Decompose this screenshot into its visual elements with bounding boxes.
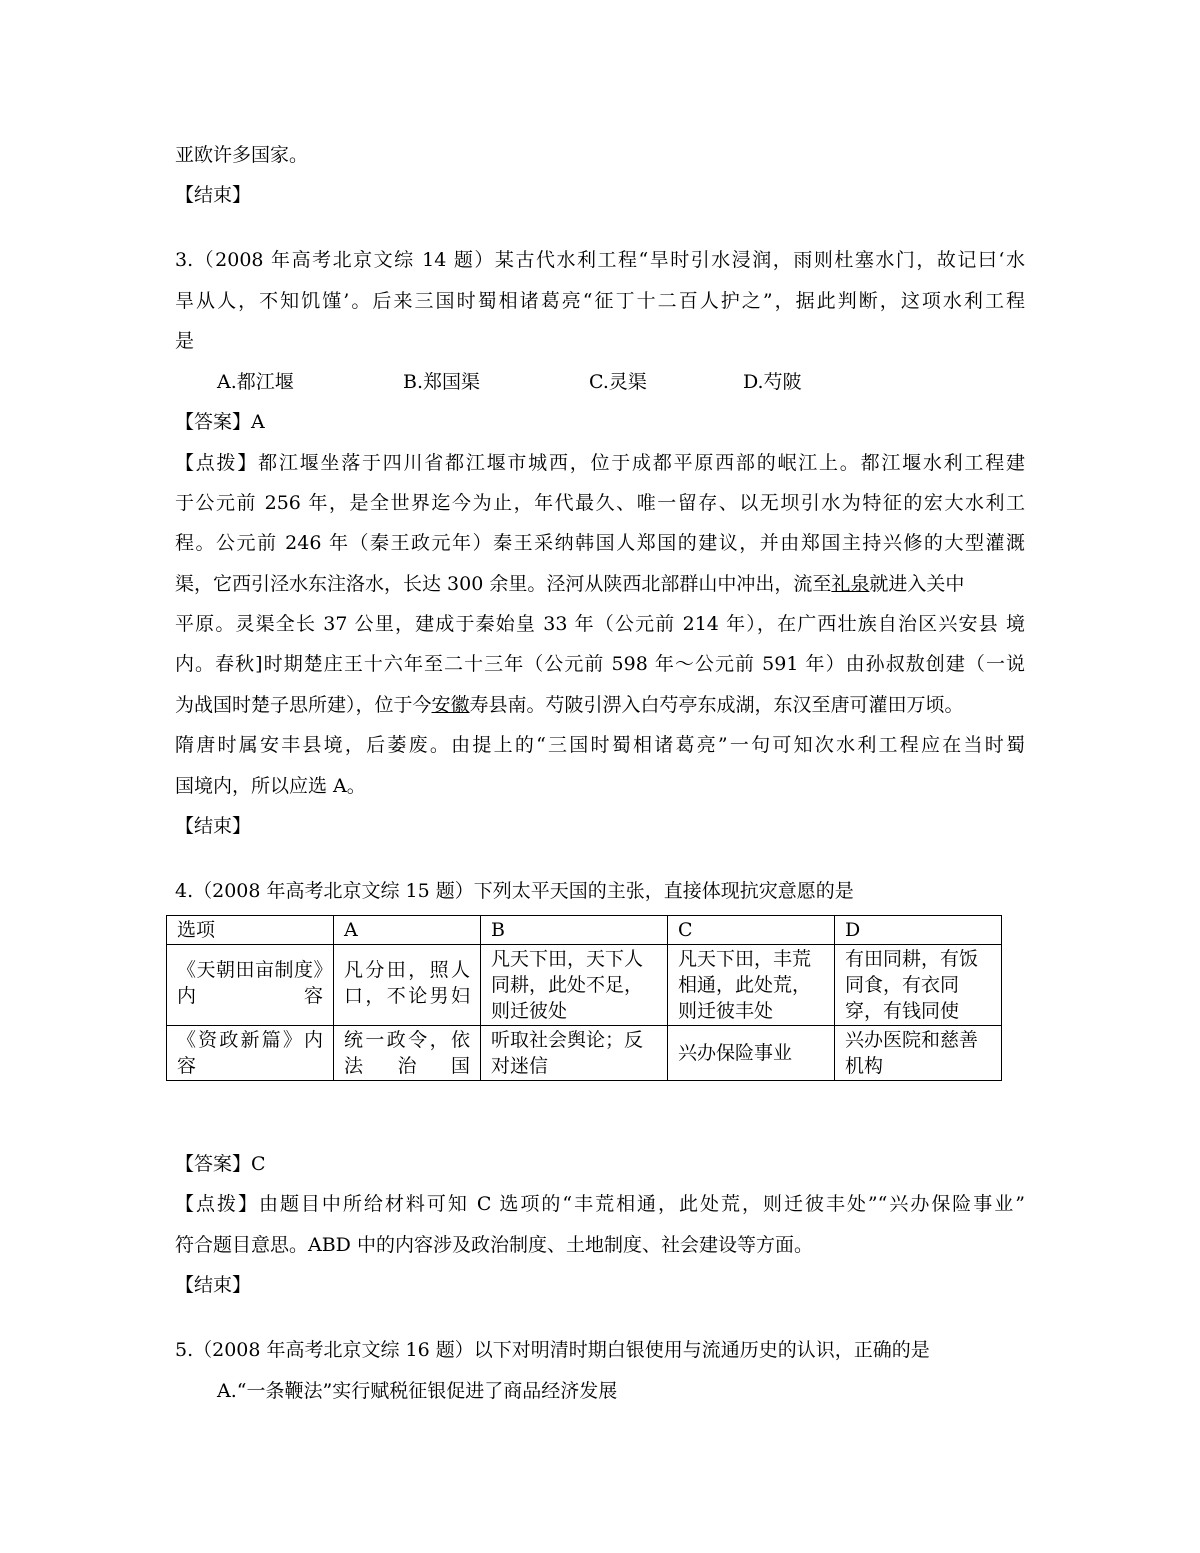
continued-text: 亚欧许多国家。 xyxy=(175,144,309,166)
table-cell: 听取社会舆论；反对迷信 xyxy=(481,1026,668,1081)
q3-exp7-pre: 为战国时楚子思所建），位于今 xyxy=(175,694,432,716)
q3-explanation-line-2: 于公元前 256 年，是全世界迄今为止，年代最久、唯一留存、以无坝引水为特征的宏大水利工 xyxy=(175,492,1025,514)
q3-exp7-post: 寿县南。芍陂引淠入白芍亭东成湖，东汉至唐可灌田万顷。 xyxy=(469,694,964,716)
table-cell: 有田同耕，有饭同食，有衣同穿，有钱同使 xyxy=(835,945,1002,1026)
q3-exp4-pre: 渠，它西引泾水东注洛水，长达 300 余里。泾河从陕西北部群山中冲出，流至 xyxy=(175,573,832,595)
end-marker: 【结束】 xyxy=(175,815,252,837)
liquan-link[interactable]: 礼泉 xyxy=(831,573,870,595)
q3-stem-line-1: 3.（2008 年高考北京文综 14 题）某古代水利工程“旱时引水浸润，雨则杜塞水门，故记曰‘水 xyxy=(175,249,1025,271)
q3-explanation-line-5: 平原。灵渠全长 37 公里，建成于秦始皇 33 年（公元前 214 年），在广西壮族自治区兴安县 境 xyxy=(175,613,1025,635)
q3-option-c: C.灵渠 xyxy=(589,371,647,393)
q4-explanation-line-1: 【点拨】由题目中所给材料可知 C 选项的“丰荒相通，此处荒，则迁彼丰处”“兴办保险事业” xyxy=(175,1193,1025,1215)
q5-option-a: A.“一条鞭法”实行赋税征银促进了商品经济发展 xyxy=(217,1380,618,1402)
q3-explanation-line-4 xyxy=(175,570,1025,598)
q3-explanation-line-8: 隋唐时属安丰县境，后萎废。由提上的“三国时蜀相诸葛亮”一句可知次水利工程应在当时蜀 xyxy=(175,734,1025,756)
q3-option-d: D.芍陂 xyxy=(743,371,802,393)
table-cell: 统一政令，依法治国 xyxy=(334,1026,481,1081)
table-row-label: 《资政新篇》内容 xyxy=(167,1026,334,1081)
q3-option-a: A.都江堰 xyxy=(217,371,294,393)
q4-explanation-line-2: 符合题目意思。ABD 中的内容涉及政治制度、土地制度、社会建设等方面。 xyxy=(175,1234,813,1256)
table-header-cell: A xyxy=(334,916,481,945)
q3-options xyxy=(0,368,1200,396)
q3-answer: 【答案】A xyxy=(175,411,265,433)
q3-stem-line-2: 旱从人，不知饥馑’。后来三国时蜀相诸葛亮“征丁十二百人护之”，据此判断，这项水利工程 xyxy=(175,290,1025,312)
q4-answer: 【答案】C xyxy=(175,1153,266,1175)
table-cell: 兴办医院和慈善机构 xyxy=(835,1026,1002,1081)
q3-stem-line-3: 是 xyxy=(175,330,195,352)
end-marker: 【结束】 xyxy=(175,184,252,206)
q3-explanation-line-3: 程。公元前 246 年（秦王政元年）秦王采纳韩国人郑国的建议，并由郑国主持兴修的大型灌溉 xyxy=(175,532,1025,554)
table-header-cell: 选项 xyxy=(167,916,334,945)
q3-explanation-line-7 xyxy=(175,691,1025,719)
q3-explanation-line-1: 【点拨】都江堰坐落于四川省都江堰市城西，位于成都平原西部的岷江上。都江堰水利工程建 xyxy=(175,452,1025,474)
table-row xyxy=(167,1026,1002,1081)
q4-options-table xyxy=(166,915,1002,1081)
q3-exp4-post: 就进入关中 xyxy=(869,573,965,595)
table-header-cell: C xyxy=(668,916,835,945)
table-cell: 凡天下田，天下人同耕，此处不足，则迁彼处 xyxy=(481,945,668,1026)
table-cell: 兴办保险事业 xyxy=(668,1026,835,1081)
q3-explanation-line-6: 内。春秋]时期楚庄王十六年至二十三年（公元前 598 年～公元前 591 年）由孙叔敖创建（一说 xyxy=(175,653,1025,675)
q4-stem: 4.（2008 年高考北京文综 15 题）下列太平天国的主张，直接体现抗灾意愿的是 xyxy=(175,880,854,902)
anhui-link[interactable]: 安徽 xyxy=(431,694,470,716)
table-header-cell: B xyxy=(481,916,668,945)
table-header-cell: D xyxy=(835,916,1002,945)
table-cell: 凡分田，照人口，不论男妇 xyxy=(334,945,481,1026)
table-cell: 凡天下田，丰荒相通，此处荒，则迁彼丰处 xyxy=(668,945,835,1026)
q3-explanation-line-9: 国境内，所以应选 A。 xyxy=(175,775,366,797)
q5-stem: 5.（2008 年高考北京文综 16 题）以下对明清时期白银使用与流通历史的认识，正确的是 xyxy=(175,1339,930,1361)
table-row xyxy=(167,945,1002,1026)
table-header-row xyxy=(167,916,1002,945)
table-row-label: 《天朝田亩制度》内容 xyxy=(167,945,334,1026)
end-marker: 【结束】 xyxy=(175,1274,252,1296)
q3-option-b: B.郑国渠 xyxy=(403,371,481,393)
